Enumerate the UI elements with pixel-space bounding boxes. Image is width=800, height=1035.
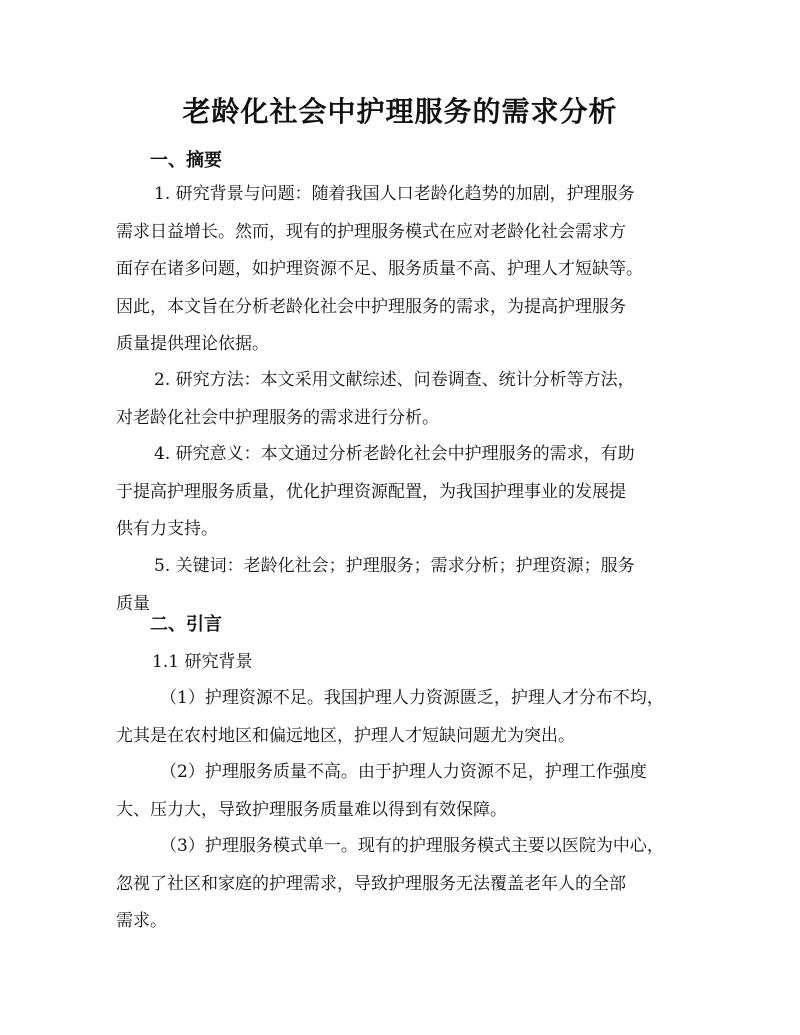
paragraph-line: 因此，本文旨在分析老龄化社会中护理服务的需求，为提高护理服务 [116,296,626,317]
paragraph-line: 需求日益增长。然而，现有的护理服务模式在应对老龄化社会需求方 [116,221,626,242]
subsection-heading-background: 1.1 研究背景 [152,652,253,672]
paragraph-line: 需求。 [116,911,167,931]
paragraph-line: 供有力支持。 [116,519,218,539]
paragraph-line: 对老龄化社会中护理服务的需求进行分析。 [116,407,439,428]
paragraph-line: 质量 [116,593,150,614]
paragraph-line: 忽视了社区和家庭的护理需求，导致护理服务无法覆盖老年人的全部 [116,873,626,894]
paragraph-line: 面存在诸多问题，如护理资源不足、服务质量不高、护理人才短缺等。 [116,259,643,279]
abstract-paragraph-background [116,176,684,364]
paragraph-line: 于提高护理服务质量，优化护理资源配置，为我国护理事业的发展提 [116,481,626,502]
paragraph-line: 2. 研究方法：本文采用文献综述、问卷调查、统计分析等方法， [154,370,635,390]
section-heading-abstract: 一、摘要 [150,150,222,171]
abstract-paragraph-significance [116,436,684,549]
intro-paragraph-model [116,828,684,941]
paragraph-line: （2）护理服务质量不高。由于护理人力资源不足，护理工作强度 [160,762,647,782]
paragraph-line: 尤其是在农村地区和偏远地区，护理人才短缺问题尤为突出。 [116,725,575,746]
paragraph-line: （3）护理服务模式单一。现有的护理服务模式主要以医院为中心， [160,836,664,856]
document-title: 老龄化社会中护理服务的需求分析 [182,95,618,128]
paragraph-line: 4. 研究意义：本文通过分析老龄化社会中护理服务的需求，有助 [154,444,635,464]
abstract-paragraph-methods [116,362,684,437]
intro-paragraph-resources [116,680,684,755]
paragraph-line: 质量提供理论依据。 [116,334,269,354]
paragraph-line: （1）护理资源不足。我国护理人力资源匮乏，护理人才分布不均， [160,688,664,708]
paragraph-line: 1. 研究背景与问题：随着我国人口老龄化趋势的加剧，护理服务 [154,184,635,204]
section-heading-introduction: 二、引言 [150,614,222,635]
intro-paragraph-quality [116,754,684,829]
paragraph-line: 大、压力大，导致护理服务质量难以得到有效保障。 [116,799,507,820]
paragraph-line: 5. 关键词：老龄化社会；护理服务；需求分析；护理资源；服务 [154,556,635,576]
